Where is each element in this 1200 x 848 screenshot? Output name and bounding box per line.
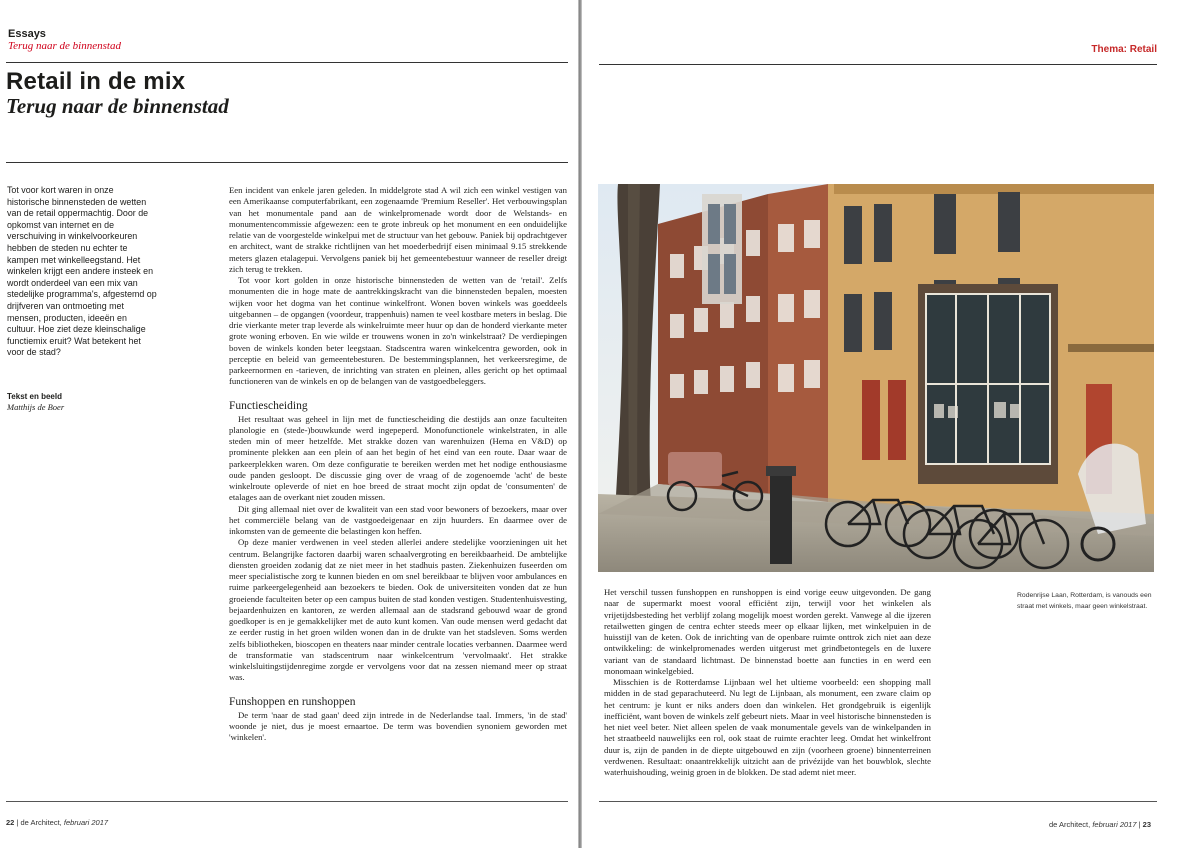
credit-name: Matthijs de Boer — [7, 402, 65, 412]
body-paragraph: Het resultaat was geheel in lijn met de functiescheiding die destijds aan onze faculteiten planologie en (stede-)bouwkunde werd ingepeperd. Monofunctionele winkelstraten, in alle steden min of meer hetzelfde. Met strakke dozen van warenhuizen (Hema en V&D) op prominente plekken aan een plein of aan het begin of het eind van een route. Daar waar de parkeerplekken waren. Om deze configuratie te bereiken werden met het nodige enthousiasme oude panden gesloopt. De discussie ging over de vraag of de zogenoemde 'acht' de beste winkelroute opleverde of niet en hoe breed de straat mocht zijn opdat de 'consumenten' de etalages aan de overkant niet zouden missen. — [229, 413, 567, 503]
street-photo — [598, 184, 1154, 572]
footer-separator: | — [16, 818, 19, 827]
credit-label: Tekst en beeld — [7, 392, 62, 401]
top-rule — [599, 64, 1157, 65]
street-photo-illustration — [598, 184, 1154, 572]
body-paragraph: De term 'naar de stad gaan' deed zijn intrede in de Nederlandse taal. Immers, 'in de stad' woonde je niet, dus je moest ernaartoe. De term was bovendien synoniem geworden met 'winkelen'. — [229, 709, 567, 742]
body-paragraph: Een incident van enkele jaren geleden. In middelgrote stad A wil zich een winkel vestigen van een Amerikaanse computerfabrikant, een zogenaamde 'Premium Reseller'. Het verbouwingsplan van het monumentale pand aan de winkelpromenade wordt door de Welstands- en monumentencommissie afgewezen: een te grote inbreuk op het monument en een onduidelijke relatie van de voorgestelde winkelpui met de structuur van het gebouw. Paniek bij opdrachtgever en architect, want de strakke richtlijnen van het moederbedrijf eisen minimaal 9.15 strekkende meters glazen etalagepui. Vervolgens paniek bij het gemeentebestuur wanneer de reseller dreigt zich terug te trekken. — [229, 185, 567, 274]
body-column-left — [229, 185, 567, 743]
section-heading: Functiescheiding — [229, 399, 308, 412]
article-headline: Retail in de mix — [6, 68, 186, 95]
header-divider — [6, 162, 568, 163]
body-paragraph: Op deze manier verdwenen in veel steden allerlei andere stedelijke voorzieningen uit het centrum. Belangrijke factoren daarbij waren schaalvergroting en bereikbaarheid. De ambtelijke diensten groeiden zodanig dat ze niet meer in het stadhuis pasten. Ziekenhuizen fuseerden om meer specialistische zorg te kunnen bieden en om snel bereikbaar te blijven voor ambulances en ruime parkeergelegenheid aan bezoekers te bieden. Ook de universiteiten vonden dat ze hun groeiende faculteiten beter op een campus buiten de stad konden vestigen. Studentenhuisvesting, bejaardenhuizen en kantoren, ze werden allemaal aan de stadsrand gebouwd waar de grond goedkoper is en je gemakkelijker met de auto kunt komen. Van oude mensen werd gedacht dat ze eerder rustig in het groen wilden wonen dan in de drukte van het stadsleven. Soms werden zelfs bibliotheken, bioscopen en theaters naar minder centrale locaties verbannen. Daarmee werd de transformatie van stadscentrum naar winkelcentrum 'vervolmaakt'. Het strakke winkelsluitingstijdenregime zorgde er vervolgens voor dat na zessen niemand meer op straat was. — [229, 537, 567, 683]
intro-text: Tot voor kort waren in onze historische binnensteden de wetten van de retail oppermachtig. Door de opkomst van internet en de verschuiving in winkelvoorkeuren hebben de steden nu echter te kampen met winkelleegstand. Het winkelen krijgt een andere insteek en wordt onderdeel van een mix van stedelijke programma's, afgestemd op drijfveren van ontmoeting met mensen, producten, ideeën en cultuur. Hoe ziet deze kleinschalige functiemix eruit? Wat betekent het voor de stad? — [7, 185, 157, 358]
left-page — [0, 0, 578, 848]
article-subheadline: Terug naar de binnenstad — [6, 94, 229, 118]
magazine-name: de Architect, — [1048, 820, 1091, 829]
page-footer-right — [1049, 820, 1151, 829]
section-heading: Funshoppen en runshoppen — [229, 695, 356, 708]
body-column-right — [604, 587, 931, 778]
section-subtitle: Terug naar de binnenstad — [8, 40, 121, 52]
theme-label: Thema: Retail — [1091, 44, 1157, 55]
page-number: 22 — [6, 818, 15, 827]
issue-date: februari 2017 — [63, 818, 109, 827]
footer-separator: | — [1138, 820, 1141, 829]
section-label: Essays — [8, 28, 46, 40]
top-rule — [6, 62, 568, 63]
footer-rule — [599, 801, 1157, 802]
page-number: 23 — [1142, 820, 1151, 829]
photo-caption: Rodenrijse Laan, Rotterdam, is vanouds een straat met winkels, maar geen winkelstraat. — [1017, 592, 1152, 610]
page-footer-left — [6, 818, 108, 827]
issue-date: februari 2017 — [1092, 820, 1137, 829]
body-paragraph: Het verschil tussen funshoppen en runshoppen is eind vorige eeuw uitgevonden. De gang naar de supermarkt moest vooral efficiënt zijn, terwijl voor het winkelen als vrijetijdsbesteding het verblijf zolang mogelijk moest worden gerekt. Vanwege al die ijzeren retailwetten gingen de centra echter steeds meer op elkaar lijken, met winkelpuien in de huisstijl van de keten. Ook de inrichting van de openbare ruimte onttrok zich niet aan deze ontwikkeling: de winkelpromenades werden uitgerust met grindbetontegels en de luxere variant van de standaard lichtmast. De binnenstad boette aan functies in en werd een monomaan winkelgebied. — [604, 587, 931, 676]
magazine-name: de Architect, — [20, 818, 62, 827]
body-paragraph: Tot voor kort golden in onze historische binnensteden de wetten van de 'retail'. Zelfs monumenten die in hoge mate de aantrekkingskracht van die binnensteden bepalen, moesten wijken voor het dogma van het continue winkelfront. Wonen boven winkels was goeddeels uitgebannen – de opgangen (voordeur, trappenhuis) namen te veel kostbare meters in beslag. Die drie vierkante meter trap leverde als winkelruimte meer huur op dan de honderd vierkante meter grote woning erboven. En wie wilde er trouwens wonen in zo'n winkelstraat? De verdiepingen boven de winkels konden beter leegstaan. Stadscentra waren winkelcentra geworden, ook in perceptie en beleid van gemeentebesturen. De bestemmingsplannen, het verkeersregime, de parkeernormen en -tarieven, de inrichting van straten en pleinen, alles gericht op het optimaal functioneren van de winkels en op de belangen van de vastgoedbeleggers. — [229, 275, 567, 387]
right-page — [582, 0, 1200, 848]
body-paragraph: Dit ging allemaal niet over de kwaliteit van een stad voor bewoners of bezoekers, maar over het commerciële belang van de vastgoedeigenaar en zijn huurders. En daarmee over de inkomsten van de gemeente die belastingen kon heffen. — [229, 503, 567, 536]
footer-rule — [6, 801, 568, 802]
body-paragraph: Misschien is de Rotterdamse Lijnbaan wel het ultieme voorbeeld: een shopping mall midden in de stad geparachuteerd. Nu legt de Lijnbaan, als monument, een zware claim op het centrum: je kunt er niks anders doen dan winkelen. Het grondgebruik is eigenlijk inefficiënt, want boven de winkels zelf gebeurt niets. Maar in veel historische binnensteden is het niet veel beter. Niet alleen spelen de vaak monumentale gevels van de winkelpanden in het straatbeeld nauwelijks een rol, ook staat de ruimte erachter leeg. Omdat het winkelfront duur is, zijn de panden in de diepte uitgebouwd en zijn (voorheen groene) binnenterreinen verdwenen. Resultaat: onaantrekkelijk uitzicht aan de privézijde van het bouwblok, slechte waterhuishouding, weinig groen in de blokken. De stad ademt niet meer. — [604, 677, 931, 777]
